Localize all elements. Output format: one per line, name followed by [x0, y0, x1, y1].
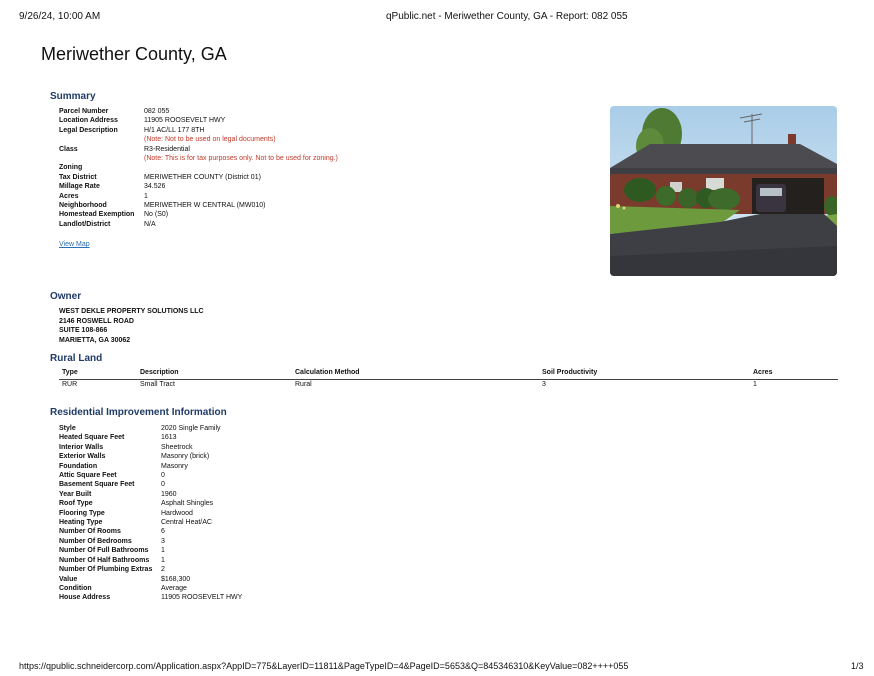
field-condition — [59, 584, 242, 593]
field-acres — [59, 192, 338, 201]
field-label: Millage Rate — [59, 183, 100, 191]
field-millage-rate — [59, 182, 338, 191]
field-label: Value — [59, 575, 78, 583]
field-flooring-type — [59, 509, 242, 518]
field-zoning — [59, 163, 338, 172]
legal-note: (Note: Not to be used on legal documents) — [144, 136, 276, 144]
field-tax-district — [59, 173, 338, 182]
residential-heading: Residential Improvement Information — [50, 407, 227, 418]
table-cell: RUR — [62, 381, 78, 388]
column-header: Soil Productivity — [542, 369, 598, 376]
owner-line: MARIETTA, GA 30062 — [59, 336, 131, 344]
table-cell: 3 — [542, 381, 546, 388]
table-cell: Small Tract — [140, 381, 176, 388]
field-value: 0 — [161, 472, 165, 480]
field-legal-note — [59, 135, 338, 144]
field-label: Legal Description — [59, 126, 118, 134]
owner-line: SUITE 108-866 — [59, 327, 108, 335]
print-datetime: 9/26/24, 10:00 AM — [19, 11, 101, 22]
field-value: 1 — [161, 547, 165, 555]
print-url: https://qpublic.schneidercorp.com/Application.aspx?AppID=775&LayerID=11811&PageTypeID=4&PageID=5653&Q=845346310&KeyValue=082++++055 — [19, 661, 629, 671]
field-legal-description — [59, 126, 338, 135]
column-header: Acres — [753, 369, 773, 376]
field-value: MERIWETHER COUNTY (District 01) — [144, 173, 261, 181]
field-label: Heating Type — [59, 519, 103, 527]
field-value: Hardwood — [161, 509, 193, 517]
field-value: 2020 Single Family — [161, 425, 221, 432]
field-value: Sheetrock — [161, 443, 193, 451]
owner-line: WEST DEKLE PROPERTY SOLUTIONS LLC — [59, 308, 204, 315]
field-plumbing-extras — [59, 565, 242, 574]
field-label: Tax District — [59, 173, 97, 181]
residential-fields — [59, 424, 242, 603]
field-label: Number Of Bedrooms — [59, 537, 132, 545]
class-note: (Note: This is for tax purposes only. Not to be used for zoning.) — [144, 155, 338, 163]
field-value: 11905 ROOSEVELT HWY — [144, 117, 226, 125]
field-label: Parcel Number — [59, 108, 109, 115]
field-value: 11905 ROOSEVELT HWY — [161, 594, 243, 602]
field-value: H/1 AC/LL 177 8TH — [144, 126, 205, 134]
field-value: Masonry — [161, 462, 188, 470]
owner-line: 2146 ROSWELL ROAD — [59, 317, 134, 325]
field-label: Exterior Walls — [59, 453, 106, 461]
field-number-of-rooms — [59, 527, 242, 536]
table-row — [59, 381, 838, 391]
field-label: Foundation — [59, 462, 98, 470]
field-parcel-number — [59, 107, 338, 116]
field-value: 082 055 — [144, 108, 170, 115]
field-value: 1 — [161, 556, 165, 564]
field-label: Number Of Rooms — [59, 528, 121, 536]
field-homestead-exemption — [59, 210, 338, 219]
field-value: Asphalt Shingles — [161, 500, 214, 508]
field-class-note — [59, 154, 338, 163]
field-value: 0 — [161, 481, 165, 489]
field-label: Number Of Plumbing Extras — [59, 566, 153, 574]
field-value: Central Heat/AC — [161, 519, 212, 527]
field-label: Heated Square Feet — [59, 434, 125, 442]
property-photo — [610, 106, 837, 276]
table-cell: Rural — [295, 381, 312, 388]
column-header: Description — [140, 369, 179, 376]
field-label: Interior Walls — [59, 443, 104, 451]
owner-heading: Owner — [50, 291, 82, 302]
field-label: Basement Square Feet — [59, 481, 135, 489]
field-basement-sq-ft — [59, 480, 242, 489]
table-cell: 1 — [753, 381, 757, 388]
page-number: 1/3 — [851, 661, 864, 671]
field-label: Flooring Type — [59, 509, 105, 517]
field-label: Condition — [59, 584, 92, 592]
field-label: House Address — [59, 594, 111, 602]
field-value: $168,300 — [161, 575, 191, 583]
field-label: Roof Type — [59, 500, 93, 508]
field-attic-sq-ft — [59, 471, 242, 480]
field-label: Number Of Full Bathrooms — [59, 547, 149, 555]
field-label: Style — [59, 425, 76, 432]
field-label: Landlot/District — [59, 220, 111, 228]
field-label: Class — [59, 145, 78, 153]
field-label: Neighborhood — [59, 202, 107, 210]
summary-fields — [59, 107, 338, 229]
field-value: 2 — [161, 566, 165, 574]
field-class — [59, 145, 338, 154]
field-landlot-district — [59, 220, 338, 229]
field-value: 1 — [144, 192, 148, 200]
field-label: Homestead Exemption — [59, 211, 135, 219]
field-house-address — [59, 593, 242, 602]
field-heating-type — [59, 518, 242, 527]
field-location-address — [59, 116, 338, 125]
owner-address — [59, 307, 204, 345]
field-label: Zoning — [59, 164, 83, 172]
field-value — [59, 575, 242, 584]
field-label: Number Of Half Bathrooms — [59, 556, 150, 564]
field-number-of-bedrooms — [59, 537, 242, 546]
field-exterior-walls — [59, 452, 242, 461]
field-label: Location Address — [59, 117, 118, 125]
column-header: Type — [62, 369, 78, 376]
field-value: 34.526 — [144, 183, 166, 191]
summary-heading: Summary — [50, 91, 96, 102]
field-value: 6 — [161, 528, 165, 536]
field-full-bathrooms — [59, 546, 242, 555]
field-value: MERIWETHER W CENTRAL (MW010) — [144, 202, 266, 210]
field-value: Average — [161, 584, 187, 592]
field-heated-sq-ft — [59, 433, 242, 442]
field-roof-type — [59, 499, 242, 508]
field-value: 1960 — [161, 490, 177, 498]
field-label: Acres — [59, 192, 79, 200]
table-header-row — [59, 369, 838, 380]
field-interior-walls — [59, 443, 242, 452]
field-value: No (S0) — [144, 211, 169, 219]
field-foundation — [59, 462, 242, 471]
column-header: Calculation Method — [295, 369, 360, 376]
field-value: R3-Residential — [144, 145, 190, 153]
view-map-link[interactable]: View Map — [59, 241, 90, 248]
field-value: Masonry (brick) — [161, 453, 210, 461]
field-value: 1613 — [161, 434, 177, 442]
field-value: 3 — [161, 537, 165, 545]
field-year-built — [59, 490, 242, 499]
field-neighborhood — [59, 201, 338, 210]
field-style — [59, 424, 242, 433]
field-half-bathrooms — [59, 556, 242, 565]
print-page-title: qPublic.net - Meriwether County, GA - Report: 082 055 — [386, 11, 628, 22]
rural-land-heading: Rural Land — [50, 353, 103, 364]
field-label: Attic Square Feet — [59, 472, 117, 480]
field-label: Year Built — [59, 490, 92, 498]
field-value: N/A — [144, 220, 156, 228]
county-title: Meriwether County, GA — [41, 44, 227, 64]
